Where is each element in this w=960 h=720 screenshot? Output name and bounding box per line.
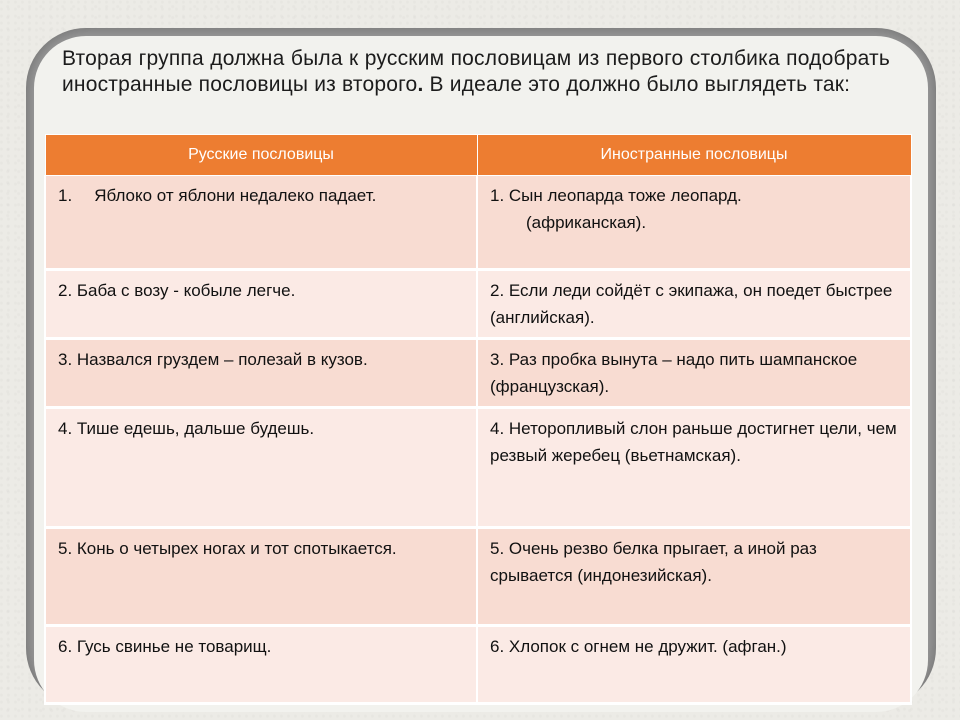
table-row [45,626,911,704]
header-foreign-proverbs: Иностранные пословицы [477,135,911,176]
table-row [45,270,911,339]
russian-proverb-text: Яблоко от яблони недалеко падает. [94,186,377,205]
header-russian-proverbs: Русские пословицы [45,135,477,176]
foreign-proverb-cell: 2. Если леди сойдёт с экипажа, он поедет быстрее (английская). [477,270,911,339]
table-header-row [45,135,911,176]
intro-text-part2: В идеале это должно было выглядеть так: [423,73,851,96]
foreign-proverb-cell: 5. Очень резво белка прыгает, а иной раз срывается (индонезийская). [477,528,911,626]
russian-proverb-cell: 2. Баба с возу - кобыле легче. [45,270,477,339]
table-row [45,176,911,270]
foreign-proverb-cell: 3. Раз пробка вынута – надо пить шампанское (французская). [477,339,911,408]
intro-text-dot: . [417,73,424,96]
list-number: 1. [58,186,73,205]
table-row [45,408,911,528]
foreign-proverb-cell: 4. Неторопливый слон раньше достигнет цели, чем резвый жеребец (вьетнамская). [477,408,911,528]
foreign-proverb-cell [477,176,911,270]
intro-paragraph [58,44,894,100]
foreign-proverb-cell: 6. Хлопок с огнем не дружит. (афган.) [477,626,911,704]
russian-proverb-cell: 4. Тише едешь, дальше будешь. [45,408,477,528]
russian-proverb-cell [45,176,477,270]
table-row [45,339,911,408]
russian-proverb-cell: 6. Гусь свинье не товарищ. [45,626,477,704]
russian-proverb-cell: 5. Конь о четырех ногах и тот спотыкается. [45,528,477,626]
foreign-proverb-origin: (африканская). [526,213,647,232]
table-row [45,528,911,626]
foreign-proverb-text: 1. Сын леопарда тоже леопард. [490,186,742,205]
russian-proverb-cell: 3. Назвался груздем – полезай в кузов. [45,339,477,408]
proverbs-table [44,134,912,705]
intro-text-part1: Вторая группа должна была к русским пословицам из первого столбика подобрать иностранные пословицы из второго [62,47,890,96]
